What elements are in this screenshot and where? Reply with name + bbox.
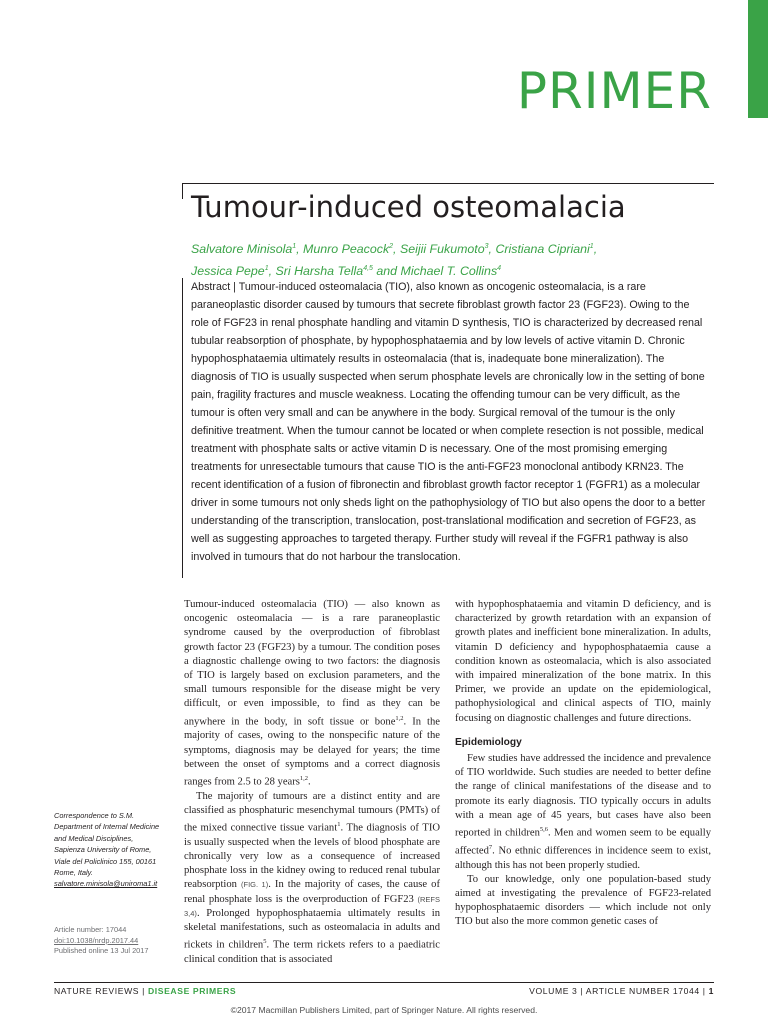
cross-reference[interactable]: (REFS 3,4) [184,894,440,918]
section-label: PRIMER [516,62,712,120]
author-affiliation: 1 [589,243,594,250]
article-number: Article number: 17044 [54,925,127,934]
article-meta [54,925,174,957]
author-affiliation: 4,5 [363,265,373,273]
body-column-left [184,598,440,967]
footer-journal: NATURE REVIEWS | DISEASE PRIMERS [54,986,237,996]
body-paragraph: The majority of tumours are a distinct entity and are classified as phosphaturic mesenchymal tumours (PMTs) of the mixed connective tissue variant$^1$. The diagnosis of TIO is usually suspected when the levels of blood phosphate are chronically very low as a consequence of increased phosphate loss in the kidney owing to reduced renal tubular reabsorption (FIG. 1). In the majority of cases, the cause of renal phosphate loss is the overproduction of FGF23 (REFS 3,4). Prolonged hypophosphataemia ultimately results in skeletal manifestations, such as osteomalacia in adults and rickets in children$^5$. The term rickets refers to a paediatric clinical condition that is associated [184,790,441,965]
abstract-rule [182,278,183,578]
journal-name: NATURE REVIEWS [54,986,140,996]
published-date: Published online 13 Jul 2017 [54,946,149,956]
author-name: Sri Harsha Tella [275,264,364,279]
author-name: Salvatore Minisola [191,242,293,257]
section-heading: Epidemiology [455,736,522,748]
author-affiliation: 1 [292,243,297,250]
page-number: 1 [708,986,714,996]
doi-link[interactable]: doi:10.1038/nrdp.2017.44 [54,935,139,945]
author-affiliation: 2 [389,243,394,250]
author-name: Jessica Pepe [191,264,265,279]
citation-superscript[interactable]: 1,2 [299,774,309,782]
volume-info: VOLUME 3 | ARTICLE NUMBER 17044 | [529,986,706,996]
body-paragraph: Tumour-induced osteomalacia (TIO) — also known as oncogenic osteomalacia — is a rare paraneoplastic syndrome caused by the overproduction of fibroblast growth factor 23 (FGF23) by a tumour. The condition poses a diagnostic challenge owing to two factors: the diagnosis of TIO is largely based on exclusion parameters, and the small tumours responsible for the disease might be very difficult, or even impossible, to find as they can be anywhere in the body, in soft tissue or bone$^{1,2}$. In the majority of cases, owing to the nonspecific nature of the symptoms, diagnosis may be delayed for years; the time between the onset of symptoms and a correct diagnosis ranges from 2.5 to 28 years$^{1,2}$. [184,599,440,788]
citation-superscript[interactable]: 7 [488,843,493,851]
footer-volume [529,986,714,996]
correspondence-text: Correspondence to S.M. Department of Internal Medicine and Medical Disciplines, Sapienza University of Rome, Viale del Policlinico 155, 00161 Rome, Italy. [54,811,160,878]
citation-superscript[interactable]: 1 [337,821,341,829]
cross-reference[interactable]: (FIG. 1) [241,880,269,890]
author-affiliation: 3 [484,243,489,250]
body-paragraph: To our knowledge, only one population-based study aimed at investigating the prevalence of FGF23-related hypophosphataemic disorders — which include not only TIO but also the more common genetic cases of [455,873,711,928]
green-accent-bar [748,0,768,118]
author-name: Cristiana Cipriani [495,242,590,257]
correspondence-note [54,810,166,890]
citation-superscript[interactable]: 5 [263,938,267,946]
title-corner-rule [182,183,183,199]
citation-superscript[interactable]: 1,2 [395,714,404,722]
body-paragraph: Few studies have addressed the incidence and prevalence of TIO worldwide. Such studies are needed to better define the range of clinical manifestations of the disease and to promote its early diagnosis. TIO typically occurs in adults with a mean age of 45 years, but cases have also been reported in children$^{5,6}$. Men and women seem to be equally affected$^7$. No ethnic differences in incidence seem to exist, although this has not been properly studied. [455,753,711,871]
article-title: Tumour-induced osteomalacia [191,190,626,224]
author-affiliation: 4 [497,265,502,273]
abstract: Abstract | Tumour-induced osteomalacia (TIO), also known as oncogenic osteomalacia, is a rare paraneoplastic disorder caused by tumours that secrete fibroblast growth factor 23 (FGF23). Owing to the role of FGF23 in renal phosphate handling and vitamin D synthesis, TIO is characterized by decreased renal tubular reabsorption of phosphate, by hypophosphataemia and by low levels of active vitamin D. Chronic hypophosphataemia ultimately results in osteomalacia (that is, inadequate bone mineralization). The diagnosis of TIO is usually suspected when serum phosphate levels are chronically low in the setting of bone pain, fragility fractures and muscle weakness. Locating the offending tumour can be very difficult, as the tumour is often very small and can be anywhere in the body. Surgical removal of the tumour is the only definitive treatment. When the tumour cannot be located or when complete resection is not possible, medical treatment with phosphate salts or active vitamin D is necessary. One of the most promising emerging treatments for unresectable tumours that cause TIO is the anti-FGF23 monoclonal antibody KRN23. The recent identification of a fusion of fibronectin and fibroblast growth factor receptor 1 (FGFR1) as a molecular driver in some tumours not only sheds light on the pathophysiology of TIO but also opens the door to a better understanding of the transcription, translocation, post-translational modification and secretion of FGF23, as well as suggesting approaches to targeted therapy. Further study will reveal if the FGFR1 pathway is also involved in tumours that do not harbour the translocation. [191,281,706,563]
footer-rule [54,982,714,983]
author-name: Seijii Fukumoto [399,242,485,257]
title-rule [182,183,714,184]
body-column-right [455,598,711,930]
author-name: Michael T. Collins [400,264,498,279]
journal-series: DISEASE PRIMERS [147,986,237,996]
author-affiliation: 1 [264,265,269,273]
author-list: Salvatore Minisola$^1$, Munro Peacock$^2$, Seijii Fukumoto$^3$, Cristiana Cipriani$^1$, Jessica Pepe$^1$, Sri Harsha Tella$^{4,5}$ and Michael T. Collins$^4$ [191,242,598,279]
author-name: Munro Peacock [303,242,390,257]
body-paragraph: with hypophosphataemia and vitamin D deficiency, and is characterized by growth retardation with an expansion of growth plates and inefficient bone mineralization. In adults, vitamin D deficiency and hypophosphataemia cause a condition known as osteomalacia, which is also associated with impaired mineralization of the bone matrix. In this Primer, we provide an update on the epidemiological, pathophysiological and clinical aspects of TIO, mainly focusing on diagnostic challenges and future directions. [455,599,711,724]
copyright-notice: ©2017 Macmillan Publishers Limited, part of Springer Nature. All rights reserved. [230,1005,538,1015]
citation-superscript[interactable]: 5,6 [539,826,549,834]
correspondence-email-link[interactable]: salvatore.minisola@uniroma1.it [54,879,158,889]
